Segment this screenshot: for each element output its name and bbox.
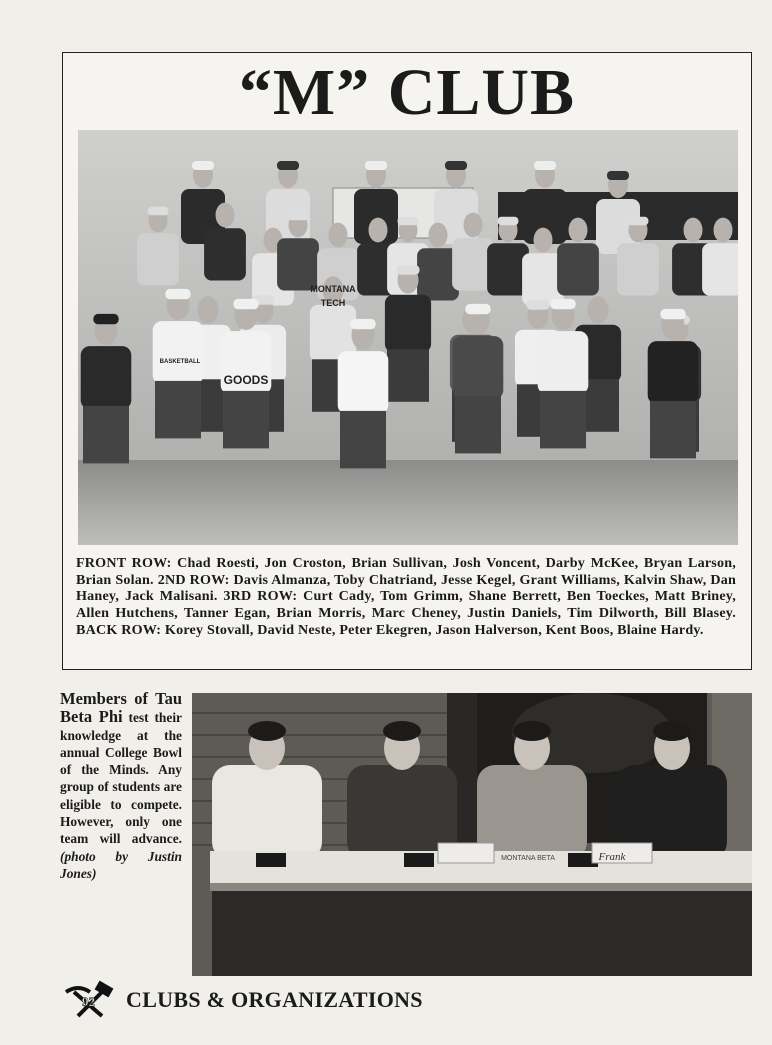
page-title: “M” CLUB: [238, 56, 576, 129]
club-group-photo: [78, 130, 738, 545]
section-footer: [60, 978, 480, 1022]
year-mark: 92: [82, 994, 95, 1009]
pick-and-hammer-icon: [60, 978, 120, 1022]
shirt-print-montana: MONTANA: [310, 284, 356, 294]
shirt-print-goods: GOODS: [223, 373, 269, 387]
photo-credit: (photo by Justin Jones): [60, 848, 182, 881]
team-sign: MONTANA BETA: [501, 855, 555, 862]
bowl-caption: [60, 690, 182, 882]
club-roster-caption: FRONT ROW: Chad Roesti, Jon Croston, Brian Sullivan, Josh Voncent, Darby McKee, Bryan Larson, Brian Solan. 2ND ROW: Davis Almanza, Toby Chatriand, Jesse Kegel, Grant Williams, Kalvin Shaw, Dan Haney, Jack Malisani. 3RD ROW: Curt Cady, Tom Grimm, Shane Berrett, Ben Toeckes, Matt Briney, Allen Hutchens, Tanner Egan, Brian Morris, Marc Cheney, Justin Daniels, Tim Dilworth, Bill Blasey. BACK ROW: Korey Stovall, David Neste, Peter Ekegren, Jason Halverson, Kent Boos, Blaine Hardy.: [76, 555, 736, 638]
name-card: Frank: [598, 851, 626, 863]
shirt-print-tech: TECH: [320, 298, 346, 308]
section-title: CLUBS & ORGANIZATIONS: [126, 987, 423, 1012]
shirt-print-basketball: BASKETBALL: [159, 359, 201, 365]
bowl-caption-body: test their knowledge at the annual College Bowl of the Minds. Any group of students are eligible to compete. However, only one team will advance.: [60, 710, 182, 847]
bowl-caption-lead: Members of Tau Beta Phi: [60, 689, 182, 727]
college-bowl-photo: [192, 693, 752, 976]
